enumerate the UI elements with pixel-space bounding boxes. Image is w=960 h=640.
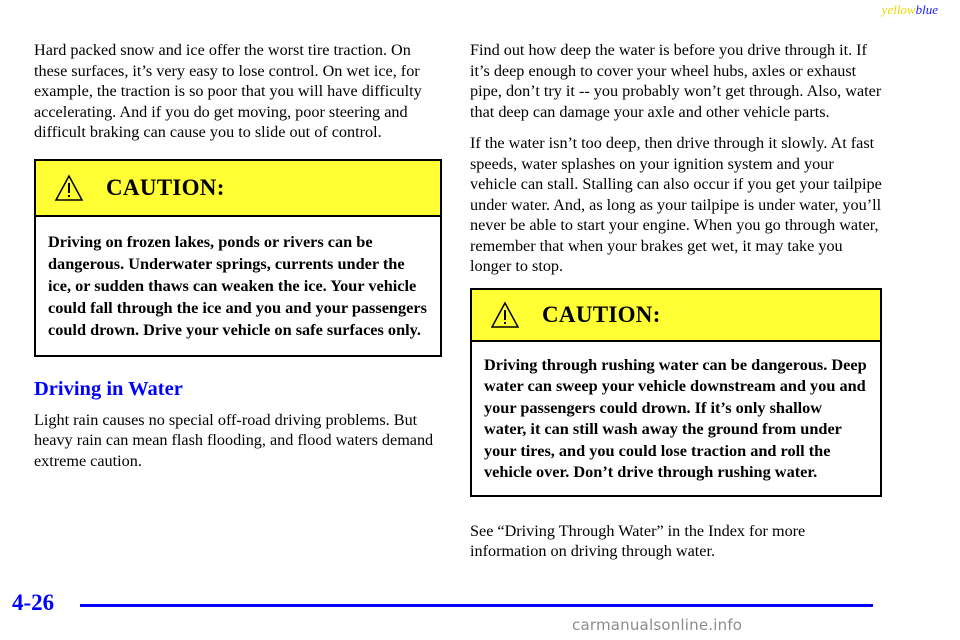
footer-rule — [80, 604, 873, 607]
caution-box-ice — [34, 159, 442, 357]
see-also-paragraph: See “Driving Through Water” in the Index for more information on driving through water. — [470, 521, 806, 560]
section-paragraph: Light rain causes no special off-road driving problems. But heavy rain can mean flash flooding, and flood waters demand extreme caution. — [34, 410, 434, 470]
right-column — [470, 40, 882, 573]
caution-header — [36, 161, 440, 217]
shallow-water-paragraph: If the water isn’t too deep, then drive through it slowly. At fast speeds, water splashes on your ignition system and your vehicle can stall. Stalling can also occur if you get your tailpipe under water. And, as long as your tailpipe is under water, you’ll never be able to start your engine. When you go through water, remember that when your brakes get wet, it may take you longer to stop. — [470, 134, 882, 275]
intro-paragraph: Hard packed snow and ice offer the worst tire traction. On these surfaces, it’s very easy to lose control. On wet ice, for example, the traction is so poor that you will have difficulty accelerating. And if you do get moving, poor steering and difficult braking can cause you to slide out of control. — [34, 41, 422, 141]
header-word-yellow: yellow — [881, 2, 916, 17]
warning-triangle-icon — [490, 301, 520, 329]
caution-header — [472, 290, 880, 342]
depth-paragraph: Find out how deep the water is before you drive through it. If it’s deep enough to cover your wheel hubs, axles or exhaust pipe, don’t try it -- you probably won’t get through. Also, water that deep can damage your axle and other vehicle parts. — [470, 41, 882, 121]
page-number: 4-26 — [12, 590, 55, 615]
caution-text: Driving on frozen lakes, ponds or rivers can be dangerous. Underwater springs, currents under the ice, or sudden thaws can weaken the ice. Your vehicle could fall through the ice and you and your passengers could drown. Drive your vehicle on safe surfaces only. — [48, 231, 427, 339]
caution-title: CAUTION: — [542, 301, 661, 327]
watermark: carmanualsonline.info — [572, 616, 743, 634]
caution-title: CAUTION: — [106, 174, 225, 200]
left-column — [34, 40, 442, 482]
caution-box-water — [470, 288, 882, 497]
caution-text: Driving through rushing water can be dangerous. Deep water can sweep your vehicle downstream and you and your passengers could drown. If it’s only shallow water, it can still wash away the ground from under your tires, and you could lose traction and roll the vehicle over. Don’t drive through rushing water. — [484, 354, 867, 481]
header-word-blue: blue — [915, 2, 938, 17]
section-heading: Driving in Water — [34, 377, 183, 400]
header-color-tag — [882, 2, 938, 18]
warning-triangle-icon — [54, 174, 84, 202]
